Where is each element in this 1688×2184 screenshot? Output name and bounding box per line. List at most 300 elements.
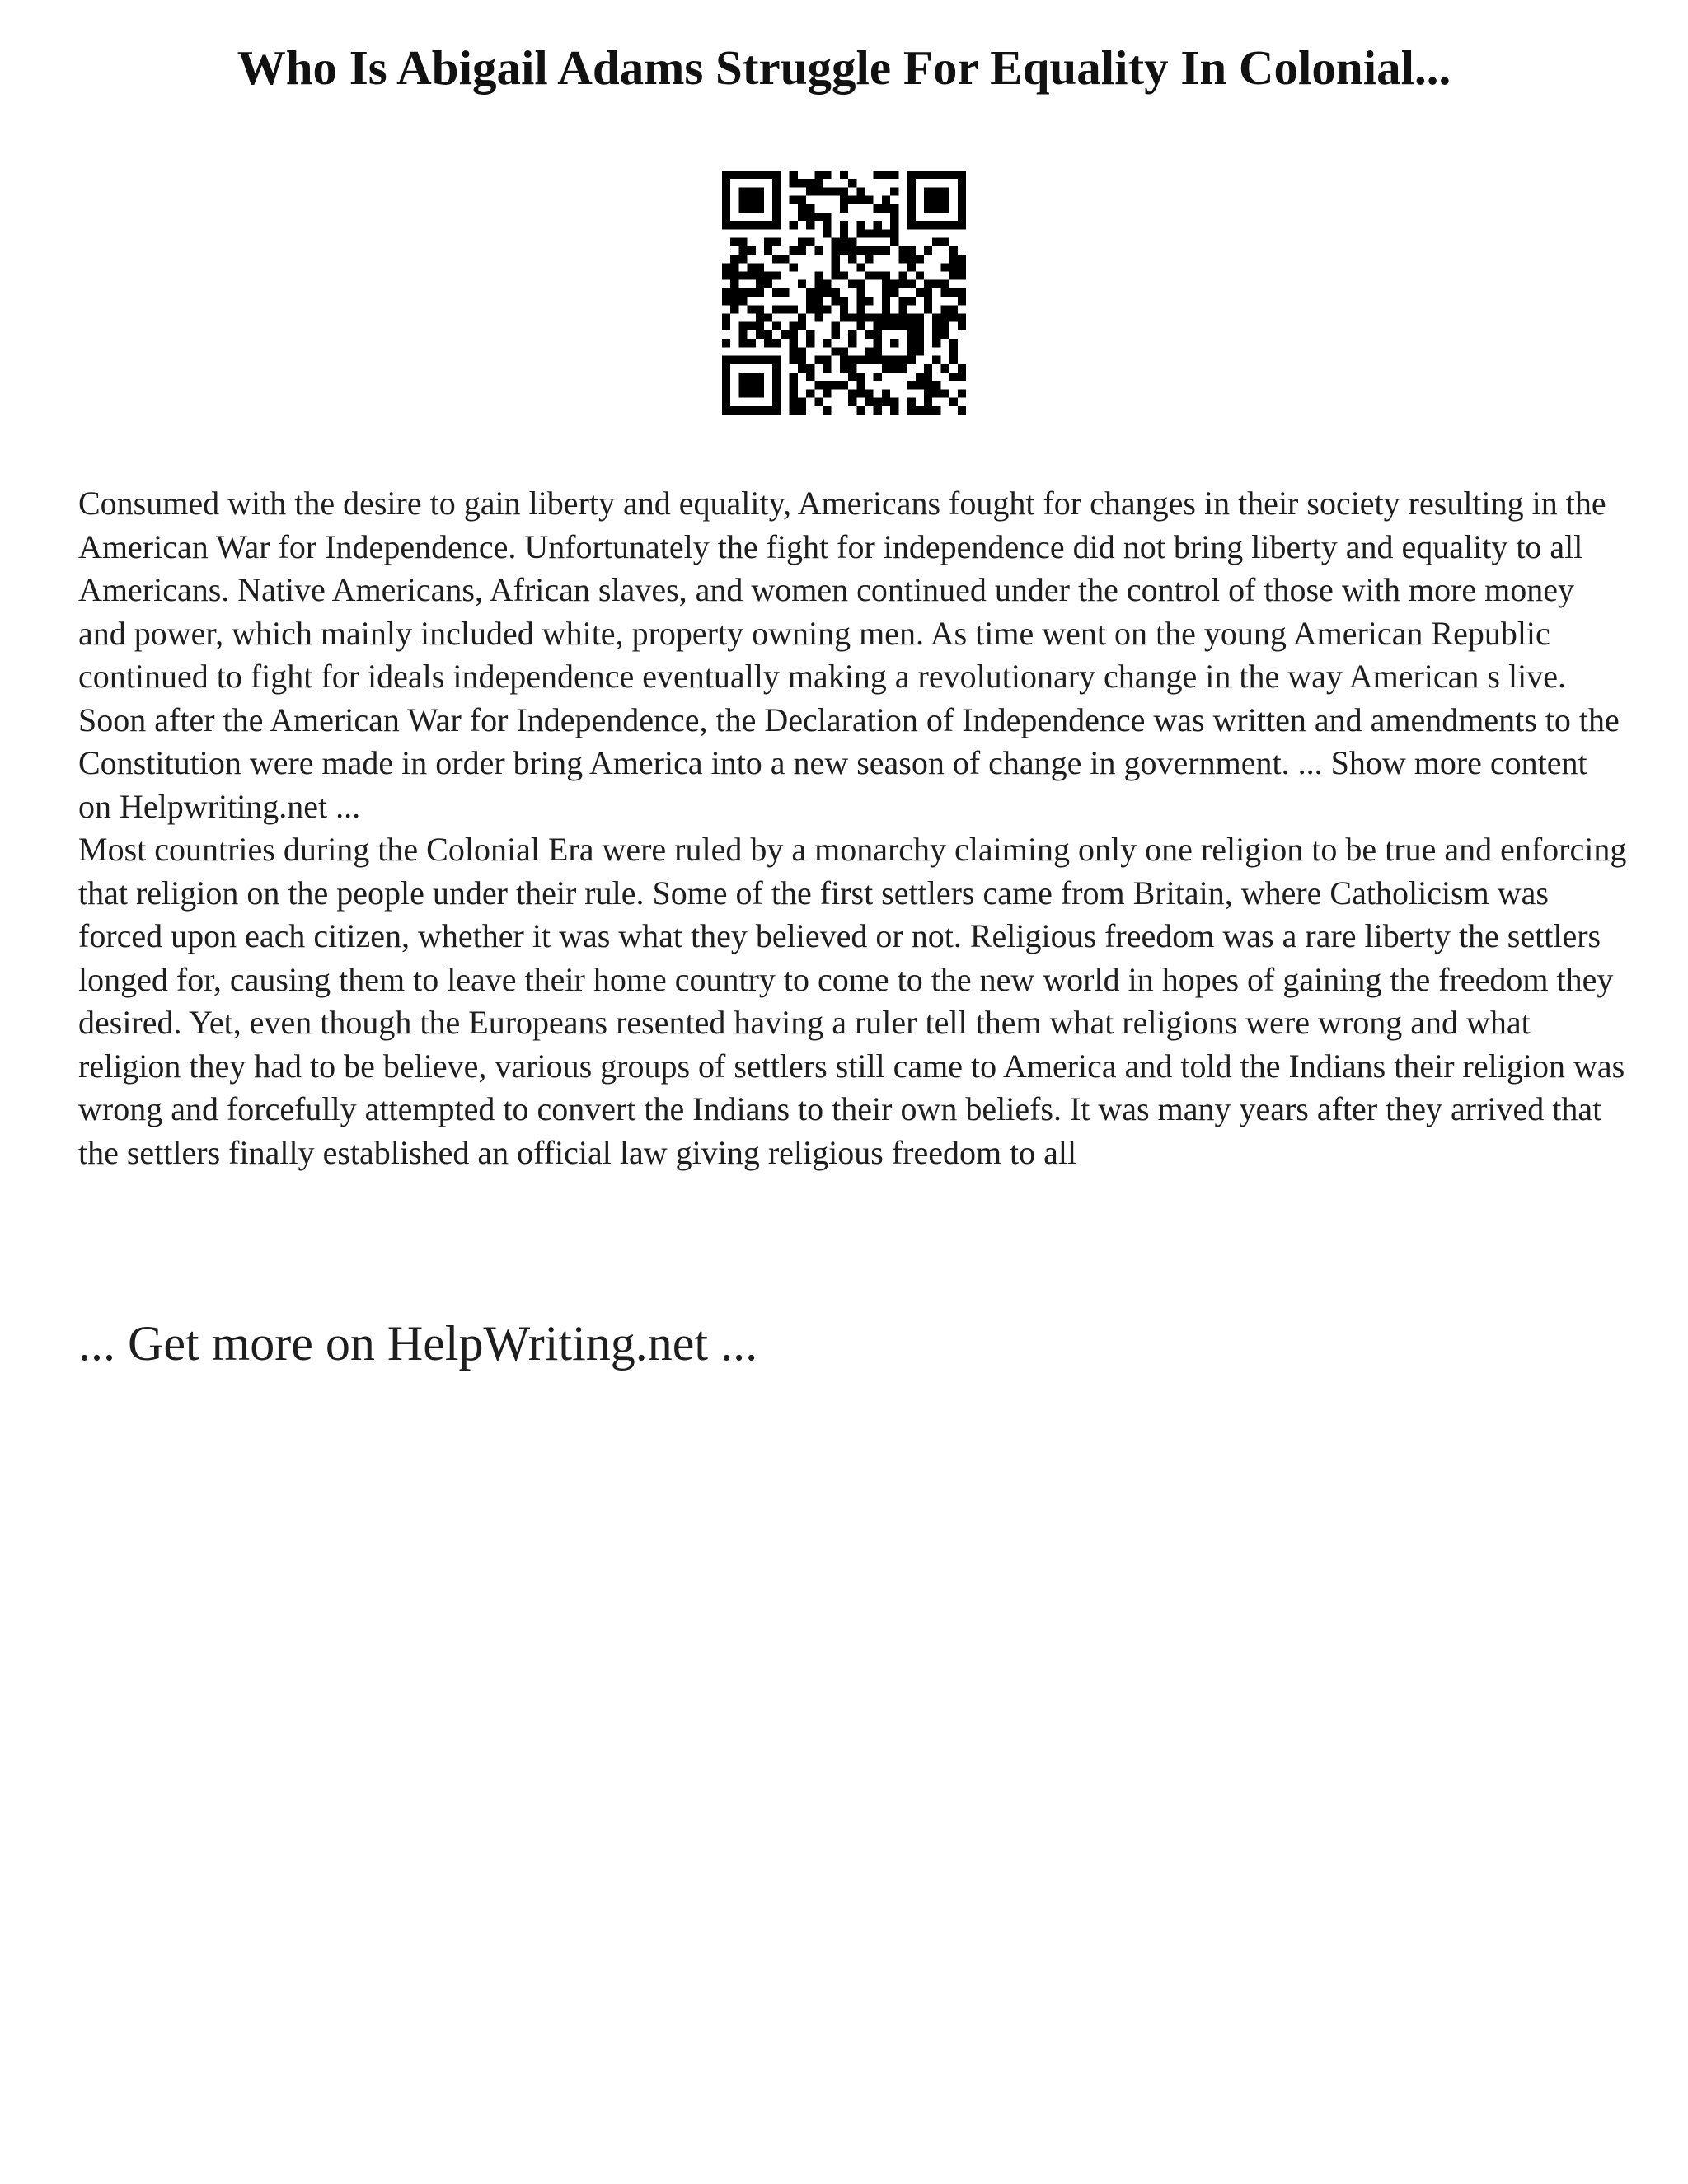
- qr-module: [890, 322, 898, 330]
- qr-module: [806, 288, 814, 297]
- qr-module: [840, 246, 848, 255]
- qr-module: [722, 179, 730, 187]
- qr-module: [874, 221, 882, 229]
- qr-module: [738, 297, 747, 305]
- qr-module: [950, 347, 958, 355]
- qr-module: [907, 179, 916, 187]
- qr-module: [722, 389, 730, 397]
- qr-module: [748, 271, 756, 279]
- qr-module: [907, 297, 916, 305]
- qr-module: [722, 271, 730, 279]
- qr-module: [907, 406, 916, 415]
- qr-module: [790, 263, 798, 271]
- qr-module: [874, 330, 882, 339]
- qr-module: [832, 263, 840, 271]
- qr-module: [748, 339, 756, 347]
- qr-module: [932, 221, 940, 229]
- qr-module: [958, 406, 966, 415]
- qr-module: [748, 196, 756, 204]
- qr-module: [890, 221, 898, 229]
- qr-module: [958, 364, 966, 373]
- qr-module: [950, 314, 958, 322]
- qr-module: [916, 171, 924, 179]
- qr-module: [848, 389, 856, 397]
- qr-module: [916, 347, 924, 355]
- qr-module: [924, 305, 932, 313]
- qr-module: [958, 263, 966, 271]
- qr-module: [832, 297, 840, 305]
- qr-module: [958, 171, 966, 179]
- qr-module: [790, 398, 798, 406]
- qr-module: [907, 204, 916, 213]
- qr-module: [772, 305, 781, 313]
- qr-module: [865, 314, 874, 322]
- qr-module: [798, 314, 806, 322]
- qr-module: [882, 356, 890, 364]
- qr-module: [798, 280, 806, 288]
- qr-module: [823, 213, 831, 221]
- qr-module: [798, 196, 806, 204]
- qr-module: [898, 246, 907, 255]
- qr-module: [738, 246, 747, 255]
- qr-module: [907, 356, 916, 364]
- qr-module: [764, 406, 772, 415]
- qr-module: [856, 297, 865, 305]
- qr-module: [916, 381, 924, 389]
- qr-module: [916, 221, 924, 229]
- qr-module: [958, 271, 966, 279]
- qr-module: [916, 255, 924, 263]
- qr-module: [924, 246, 932, 255]
- qr-module: [823, 171, 831, 179]
- qr-module: [932, 238, 940, 246]
- qr-module: [798, 204, 806, 213]
- qr-module: [832, 271, 840, 279]
- paragraph-2: Most countries during the Colonial Era were ruled by a monarchy claiming only one religion to be true and enforcing that religion on the people under their rule. Some of the first settlers came from Britain, where Catholicism was forced upon each citizen, whether it was what they believed or not. Religious freedom was a rare liberty the settlers longed for, causing them to leave their home country to come to the new world in hopes of gaining the freedom they desired. Yet, even though the Europeans resented having a ruler tell them what religions were wrong and what religion they had to be believe, various groups of settlers still came to America and told the Indians their religion was wrong and forcefully attempted to convert the Indians to their own beliefs. It was many years after they arrived that the settlers finally established an official law giving religious freedom to all: [78, 831, 1627, 1171]
- qr-module: [772, 179, 781, 187]
- qr-module: [806, 221, 814, 229]
- qr-module: [916, 314, 924, 322]
- qr-module: [790, 339, 798, 347]
- qr-module: [932, 381, 940, 389]
- qr-module: [940, 364, 949, 373]
- qr-module: [806, 305, 814, 313]
- qr-module: [907, 255, 916, 263]
- qr-module: [882, 314, 890, 322]
- qr-module: [932, 171, 940, 179]
- qr-module: [832, 246, 840, 255]
- qr-module: [882, 246, 890, 255]
- qr-module: [840, 297, 848, 305]
- qr-module: [772, 364, 781, 373]
- qr-module: [781, 288, 789, 297]
- qr-module: [764, 238, 772, 246]
- qr-module: [940, 389, 949, 397]
- qr-module: [958, 187, 966, 195]
- qr-module: [890, 288, 898, 297]
- qr-module: [874, 339, 882, 347]
- qr-module: [840, 187, 848, 195]
- qr-module: [848, 196, 856, 204]
- qr-module: [924, 297, 932, 305]
- qr-module: [940, 196, 949, 204]
- qr-module: [856, 305, 865, 313]
- qr-module: [772, 221, 781, 229]
- qr-module: [924, 171, 932, 179]
- get-more-link[interactable]: ... Get more on HelpWriting.net ...: [78, 1316, 758, 1371]
- qr-module: [738, 373, 747, 381]
- qr-module: [848, 398, 856, 406]
- qr-module: [806, 389, 814, 397]
- qr-module: [840, 356, 848, 364]
- qr-module: [865, 297, 874, 305]
- qr-module: [932, 204, 940, 213]
- qr-module: [823, 364, 831, 373]
- qr-module: [738, 406, 747, 415]
- qr-module: [748, 246, 756, 255]
- qr-module: [865, 398, 874, 406]
- qr-module: [790, 406, 798, 415]
- qr-module: [856, 389, 865, 397]
- qr-module: [756, 406, 764, 415]
- qr-module: [874, 271, 882, 279]
- qr-module: [916, 406, 924, 415]
- qr-module: [840, 347, 848, 355]
- qr-module: [798, 322, 806, 330]
- qr-module: [890, 406, 898, 415]
- qr-module: [840, 229, 848, 237]
- qr-module: [756, 389, 764, 397]
- qr-module: [890, 280, 898, 288]
- qr-module: [907, 347, 916, 355]
- qr-module: [950, 398, 958, 406]
- qr-module: [874, 322, 882, 330]
- qr-module: [848, 179, 856, 187]
- qr-module: [940, 238, 949, 246]
- qr-module: [738, 204, 747, 213]
- qr-module: [890, 398, 898, 406]
- qr-module: [806, 204, 814, 213]
- qr-module: [840, 221, 848, 229]
- qr-module: [748, 171, 756, 179]
- qr-module: [772, 288, 781, 297]
- qr-module: [790, 381, 798, 389]
- qr-module: [874, 398, 882, 406]
- qr-module: [958, 297, 966, 305]
- qr-module: [756, 314, 764, 322]
- qr-module: [814, 213, 823, 221]
- qr-module: [898, 364, 907, 373]
- qr-module: [890, 171, 898, 179]
- qr-module: [823, 280, 831, 288]
- qr-module: [907, 280, 916, 288]
- qr-module: [950, 271, 958, 279]
- qr-module: [798, 406, 806, 415]
- qr-module: [806, 238, 814, 246]
- qr-module: [814, 356, 823, 364]
- qr-module: [772, 271, 781, 279]
- qr-module: [882, 171, 890, 179]
- qr-module: [748, 187, 756, 195]
- qr-module: [798, 347, 806, 355]
- qr-module: [814, 187, 823, 195]
- qr-module: [814, 280, 823, 288]
- qr-module: [730, 280, 738, 288]
- qr-module: [932, 356, 940, 364]
- qr-module: [748, 389, 756, 397]
- qr-module: [840, 314, 848, 322]
- qr-module: [856, 288, 865, 297]
- qr-module: [856, 406, 865, 415]
- qr-module: [814, 398, 823, 406]
- qr-module: [924, 204, 932, 213]
- qr-module: [848, 246, 856, 255]
- qr-module: [932, 330, 940, 339]
- qr-module: [832, 381, 840, 389]
- qr-module: [907, 330, 916, 339]
- qr-module: [756, 187, 764, 195]
- qr-module: [748, 373, 756, 381]
- qr-module: [856, 322, 865, 330]
- qr-module: [806, 339, 814, 347]
- qr-module: [958, 213, 966, 221]
- qr-module: [958, 255, 966, 263]
- qr-module: [916, 271, 924, 279]
- qr-module: [790, 221, 798, 229]
- qr-module: [772, 204, 781, 213]
- qr-module: [790, 196, 798, 204]
- qr-module: [748, 356, 756, 364]
- qr-module: [722, 398, 730, 406]
- qr-module: [950, 255, 958, 263]
- qr-module: [958, 314, 966, 322]
- qr-module: [730, 297, 738, 305]
- qr-module: [722, 356, 730, 364]
- qr-module: [790, 305, 798, 313]
- qr-module: [890, 339, 898, 347]
- qr-module: [730, 221, 738, 229]
- qr-module: [890, 204, 898, 213]
- qr-module: [823, 381, 831, 389]
- qr-module: [907, 398, 916, 406]
- qr-module: [772, 339, 781, 347]
- qr-module: [924, 280, 932, 288]
- qr-module: [814, 271, 823, 279]
- qr-module: [924, 398, 932, 406]
- qr-module: [730, 171, 738, 179]
- qr-module: [730, 406, 738, 415]
- qr-module: [940, 171, 949, 179]
- qr-module: [832, 187, 840, 195]
- qr-module: [823, 356, 831, 364]
- qr-module: [950, 246, 958, 255]
- qr-module: [950, 221, 958, 229]
- qr-module: [772, 187, 781, 195]
- qr-module: [848, 339, 856, 347]
- qr-module: [856, 373, 865, 381]
- qr-module: [748, 288, 756, 297]
- qr-module: [874, 373, 882, 381]
- qr-module: [924, 389, 932, 397]
- qr-module: [940, 204, 949, 213]
- qr-module: [848, 356, 856, 364]
- qr-module: [874, 356, 882, 364]
- qr-module: [856, 280, 865, 288]
- qr-module: [848, 255, 856, 263]
- qr-module: [772, 171, 781, 179]
- qr-module: [874, 314, 882, 322]
- qr-module: [890, 229, 898, 237]
- qr-module: [882, 297, 890, 305]
- qr-module: [748, 322, 756, 330]
- qr-module: [924, 373, 932, 381]
- qr-module: [806, 179, 814, 187]
- qr-module: [722, 171, 730, 179]
- qr-module: [738, 389, 747, 397]
- qr-module: [848, 330, 856, 339]
- qr-module: [730, 238, 738, 246]
- qr-module: [898, 271, 907, 279]
- qr-module: [790, 356, 798, 364]
- qr-module: [722, 322, 730, 330]
- qr-module: [890, 356, 898, 364]
- qr-module: [722, 187, 730, 195]
- qr-module: [958, 288, 966, 297]
- qr-module: [958, 204, 966, 213]
- qr-module: [856, 221, 865, 229]
- qr-module: [756, 381, 764, 389]
- qr-module: [940, 330, 949, 339]
- qr-module: [798, 179, 806, 187]
- qr-module: [916, 330, 924, 339]
- qr-module: [823, 339, 831, 347]
- qr-module: [898, 255, 907, 263]
- qr-module: [756, 221, 764, 229]
- qr-module: [806, 364, 814, 373]
- qr-module: [772, 213, 781, 221]
- qr-module: [798, 246, 806, 255]
- qr-module: [882, 204, 890, 213]
- qr-module: [898, 356, 907, 364]
- qr-module: [722, 364, 730, 373]
- qr-module: [890, 187, 898, 195]
- qr-module: [840, 196, 848, 204]
- qr-module: [730, 356, 738, 364]
- qr-module: [907, 322, 916, 330]
- qr-module: [738, 196, 747, 204]
- qr-module: [840, 171, 848, 179]
- qr-module: [907, 339, 916, 347]
- qr-module: [790, 171, 798, 179]
- qr-module: [823, 389, 831, 397]
- qr-module: [722, 263, 730, 271]
- qr-module: [823, 229, 831, 237]
- qr-module: [832, 288, 840, 297]
- qr-module: [790, 389, 798, 397]
- qr-module: [756, 322, 764, 330]
- qr-module: [840, 364, 848, 373]
- qr-module: [865, 389, 874, 397]
- qr-module: [738, 171, 747, 179]
- qr-module: [790, 330, 798, 339]
- qr-module: [874, 204, 882, 213]
- qr-module: [722, 297, 730, 305]
- qr-module: [940, 221, 949, 229]
- qr-module: [738, 381, 747, 389]
- qr-module: [756, 305, 764, 313]
- qr-module: [907, 263, 916, 271]
- qr-module: [907, 381, 916, 389]
- qr-module: [924, 196, 932, 204]
- qr-module: [890, 238, 898, 246]
- qr-module: [958, 373, 966, 381]
- qr-module: [756, 204, 764, 213]
- qr-module: [916, 373, 924, 381]
- qr-module: [932, 314, 940, 322]
- qr-module: [874, 229, 882, 237]
- qr-module: [890, 364, 898, 373]
- qr-module: [882, 271, 890, 279]
- qr-module: [907, 314, 916, 322]
- qr-module: [940, 288, 949, 297]
- qr-module: [772, 255, 781, 263]
- qr-module: [756, 330, 764, 339]
- qr-module: [764, 280, 772, 288]
- qr-module: [823, 221, 831, 229]
- qr-module: [722, 221, 730, 229]
- qr-module: [756, 280, 764, 288]
- qr-module: [924, 288, 932, 297]
- qr-module: [814, 179, 823, 187]
- qr-module: [764, 221, 772, 229]
- qr-module: [730, 255, 738, 263]
- qr-module: [856, 263, 865, 271]
- qr-module: [840, 305, 848, 313]
- qr-module: [882, 305, 890, 313]
- qr-module: [764, 314, 772, 322]
- qr-module: [730, 271, 738, 279]
- qr-module: [790, 322, 798, 330]
- qr-module: [940, 187, 949, 195]
- qr-module: [772, 238, 781, 246]
- qr-module: [865, 255, 874, 263]
- qr-module: [764, 356, 772, 364]
- qr-module: [890, 213, 898, 221]
- qr-module: [882, 389, 890, 397]
- qr-code-icon[interactable]: [722, 171, 966, 415]
- qr-module: [882, 280, 890, 288]
- qr-module: [907, 196, 916, 204]
- qr-module: [898, 297, 907, 305]
- qr-module: [865, 356, 874, 364]
- qr-module: [722, 204, 730, 213]
- qr-module: [832, 322, 840, 330]
- qr-module: [772, 398, 781, 406]
- qr-module: [932, 406, 940, 415]
- qr-module: [814, 171, 823, 179]
- qr-module: [748, 221, 756, 229]
- qr-module: [874, 406, 882, 415]
- qr-module: [898, 280, 907, 288]
- qr-module: [772, 381, 781, 389]
- qr-module: [924, 221, 932, 229]
- qr-module: [898, 314, 907, 322]
- qr-module: [748, 263, 756, 271]
- qr-module: [882, 229, 890, 237]
- qr-module: [764, 330, 772, 339]
- qr-module: [832, 330, 840, 339]
- qr-module: [950, 373, 958, 381]
